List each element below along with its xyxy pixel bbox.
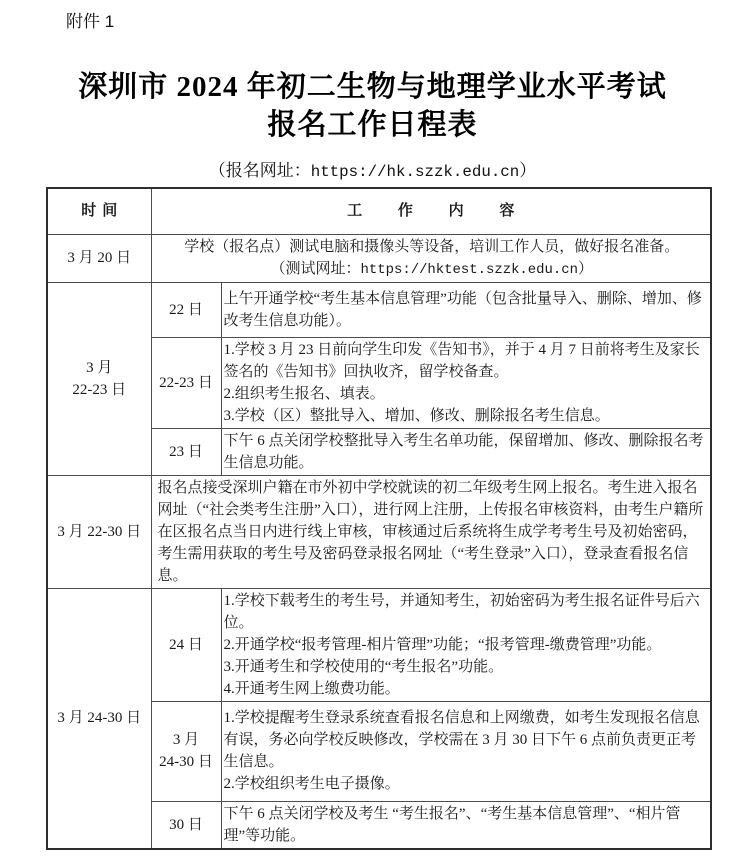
row-mar24-30-date-cell: [151, 701, 221, 801]
group-mar22-23-time-line1: 3 月: [86, 359, 113, 376]
row-mar20-line2: [156, 258, 709, 281]
test-url: https://hktest.szzk.edu.cn: [360, 261, 578, 278]
row-mar22-23-content-cell: [221, 337, 711, 428]
registration-url-line: [0, 156, 745, 181]
row-mar24: [47, 588, 711, 701]
row-mar20-content-cell: [151, 234, 711, 282]
row-mar22-30-content-cell: 报名点接受深圳户籍在市外初中学校就读的初二年级考生网上报名。考生进入报名网址（“社会类考生注册”入口），进行网上注册，上传报名审核资料，由考生户籍所在区报名点当日内进行线上审核，审核通过后系统将生成学考考生号及初始密码，考生需用获取的考生号及密码登录报名网址（“考生登录”入口），登录查看报名信息。: [151, 475, 711, 588]
group-mar22-23-time-cell: [47, 282, 151, 475]
row-mar20: [47, 234, 711, 282]
row-mar23-date-cell: 23 日: [151, 428, 221, 475]
subtitle-prefix: （报名网址：: [208, 161, 311, 180]
test-url-suffix: ）: [577, 260, 593, 277]
group-mar24-30-time-cell: 3 月 24-30 日: [47, 588, 151, 849]
table-header-row: [47, 188, 711, 234]
row-mar22-30-time-cell: 3 月 22-30 日: [47, 475, 151, 588]
title-line-2: 报名工作日程表: [267, 109, 478, 141]
row-mar24-30-item2: 2.学校组织考生电子摄像。: [223, 776, 400, 792]
header-content-cell: 工 作 内 容: [151, 188, 711, 234]
row-mar20-time-cell: 3 月 20 日: [47, 234, 151, 282]
row-mar23-content-cell: 下午 6 点关闭学校整批导入考生名单功能，保留增加、修改、删除报名考生信息功能。: [221, 428, 711, 475]
row-mar22-30: [47, 475, 711, 588]
row-mar24-30-date-line2: 24-30 日: [159, 754, 213, 770]
document-title: [0, 68, 745, 144]
row-mar22-23-item1: 1.学校 3 月 23 日前向学生印发《告知书》，并于 4 月 7 日前将考生及家长签名的《告知书》回执收齐，留学校备查。: [223, 341, 700, 380]
registration-url: https://hk.szzk.edu.cn: [310, 163, 520, 181]
row-mar24-content-cell: [221, 588, 711, 701]
row-mar22-23-item3: 3.学校（区）整批导入、增加、修改、删除报名考生信息。: [223, 407, 610, 424]
test-url-prefix: （测试网址：: [270, 260, 361, 277]
row-mar22-23-item2: 2.组织考生报名、填表。: [223, 385, 385, 402]
row-mar24-item4: 4.开通考生网上缴费功能。: [223, 680, 400, 697]
row-mar24-30-content-cell: [221, 701, 711, 801]
row-mar30-content-cell: 下午 6 点关闭学校及考生 “考生报名”、“考生基本信息管理”、“相片管理”等功能。: [221, 801, 711, 849]
row-mar30-date-cell: 30 日: [151, 801, 221, 849]
row-mar22: [47, 282, 711, 337]
subtitle-suffix: ）: [519, 161, 537, 180]
row-mar24-30-item1: 1.学校提醒考生登录系统查看报名信息和上网缴费，如考生发现报名信息有误，务必向学校反映修改，学校需在 3 月 30 日下午 6 点前负责更正考生信息。: [223, 710, 700, 770]
row-mar20-line1: 学校（报名点）测试电脑和摄像头等设备，培训工作人员，做好报名准备。: [184, 238, 680, 255]
row-mar24-item3: 3.开通考生和学校使用的“考生报名”功能。: [223, 658, 504, 675]
row-mar22-date-cell: 22 日: [151, 282, 221, 337]
row-mar24-30-date-line1: 3 月: [172, 732, 200, 748]
row-mar24-date-cell: 24 日: [151, 588, 221, 701]
row-mar24-item1: 1.学校下载考生的考生号，并通知考生，初始密码为考生报名证件号后六位。: [223, 592, 700, 631]
title-line-1: 深圳市 2024 年初二生物与地理学业水平考试: [78, 71, 667, 103]
row-mar22-23-date-cell: 22-23 日: [151, 337, 221, 428]
row-mar22-content-cell: 上午开通学校“考生基本信息管理”功能（包含批量导入、删除、增加、修改考生信息功能）。: [221, 282, 711, 337]
attachment-label: 附件 1: [66, 12, 115, 31]
schedule-table: [46, 187, 712, 850]
group-mar22-23-time-line2: 22-23 日: [72, 381, 127, 398]
row-mar24-item2: 2.开通学校“报考管理-相片管理”功能；“报考管理-缴费管理”功能。: [223, 636, 662, 653]
header-time-cell: 时间: [47, 188, 151, 234]
